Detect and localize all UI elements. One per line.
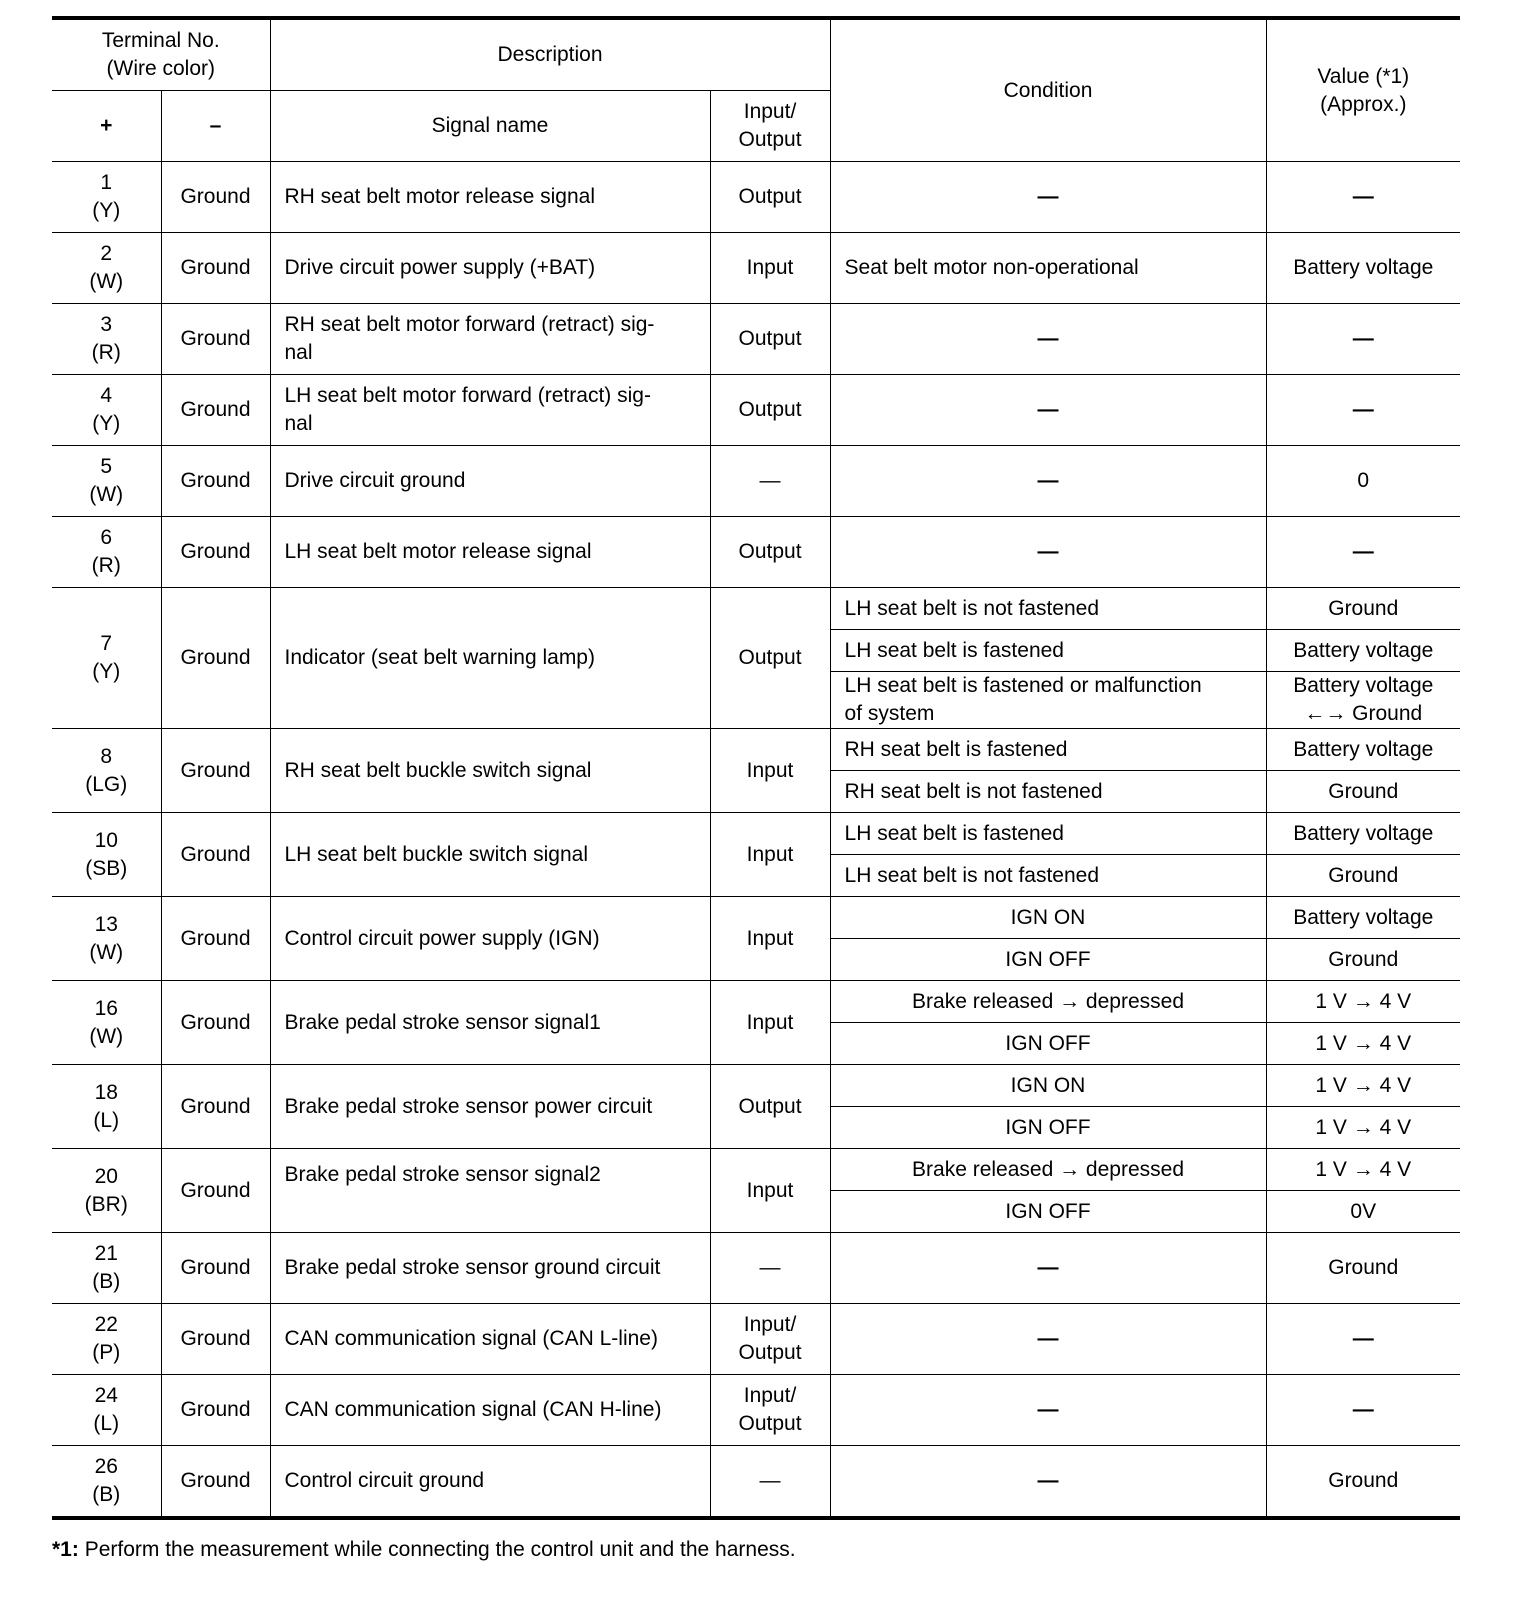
condition-cell: RH seat belt is not fastened [830, 771, 1266, 813]
terminal-number-cell: 5 (W) [52, 446, 161, 517]
value-cell: Battery voltage [1266, 233, 1460, 304]
condition-cell: — [830, 517, 1266, 588]
table-row [52, 1304, 1460, 1375]
terminal-minus-cell: Ground [161, 1149, 270, 1233]
value-cell: Battery voltage [1266, 729, 1460, 771]
terminal-number-cell: 1 (Y) [52, 162, 161, 233]
input-output-cell: Input [710, 1149, 830, 1233]
signal-name-cell: Brake pedal stroke sensor signal2 [270, 1149, 710, 1233]
terminal-minus-cell: Ground [161, 517, 270, 588]
terminal-minus-cell: Ground [161, 1446, 270, 1519]
terminal-number-cell: 4 (Y) [52, 375, 161, 446]
input-output-cell: Input [710, 813, 830, 897]
signal-name-cell: RH seat belt motor release signal [270, 162, 710, 233]
table-row [52, 1375, 1460, 1446]
condition-cell: — [830, 1233, 1266, 1304]
input-output-cell: Input [710, 981, 830, 1065]
value-cell: 1 V → 4 V [1266, 1023, 1460, 1065]
terminal-minus-cell: Ground [161, 375, 270, 446]
signal-name-cell: Indicator (seat belt warning lamp) [270, 588, 710, 729]
terminal-number-cell: 10 (SB) [52, 813, 161, 897]
table-row [52, 517, 1460, 588]
input-output-cell: Input [710, 233, 830, 304]
value-cell: Battery voltage [1266, 630, 1460, 672]
terminal-number-cell: 22 (P) [52, 1304, 161, 1375]
value-cell: 0 [1266, 446, 1460, 517]
condition-cell: — [830, 1375, 1266, 1446]
value-cell: Ground [1266, 771, 1460, 813]
value-cell: — [1266, 517, 1460, 588]
terminal-minus-cell: Ground [161, 1233, 270, 1304]
table-row [52, 1149, 1460, 1191]
input-output-cell: Output [710, 375, 830, 446]
terminal-number-cell: 7 (Y) [52, 588, 161, 729]
table-row [52, 1065, 1460, 1107]
input-output-cell: Input/ Output [710, 1375, 830, 1446]
terminal-number-cell: 24 (L) [52, 1375, 161, 1446]
header-plus: + [52, 91, 161, 162]
terminal-table-sheet [52, 16, 1460, 1520]
signal-name-cell: RH seat belt motor forward (retract) sig- nal [270, 304, 710, 375]
value-cell: — [1266, 162, 1460, 233]
terminal-number-cell: 21 (B) [52, 1233, 161, 1304]
condition-cell: IGN ON [830, 1065, 1266, 1107]
signal-name-cell: LH seat belt motor forward (retract) sig- nal [270, 375, 710, 446]
table-row [52, 1446, 1460, 1519]
condition-cell: LH seat belt is fastened [830, 813, 1266, 855]
value-cell: — [1266, 1304, 1460, 1375]
header-description: Description [270, 18, 830, 91]
terminal-minus-cell: Ground [161, 304, 270, 375]
value-cell: 1 V → 4 V [1266, 1107, 1460, 1149]
signal-name-cell: Drive circuit ground [270, 446, 710, 517]
header-input-output: Input/ Output [710, 91, 830, 162]
value-cell: 1 V → 4 V [1266, 981, 1460, 1023]
terminal-number-cell: 8 (LG) [52, 729, 161, 813]
terminal-minus-cell: Ground [161, 1065, 270, 1149]
terminal-spec-table [52, 16, 1460, 1520]
condition-cell: Brake released → depressed [830, 1149, 1266, 1191]
value-cell: Ground [1266, 1446, 1460, 1519]
terminal-minus-cell: Ground [161, 233, 270, 304]
input-output-cell: Output [710, 162, 830, 233]
header-minus: – [161, 91, 270, 162]
condition-cell: Seat belt motor non-operational [830, 233, 1266, 304]
condition-cell: RH seat belt is fastened [830, 729, 1266, 771]
table-row [52, 588, 1460, 630]
signal-name-cell: Control circuit ground [270, 1446, 710, 1519]
signal-name-cell: CAN communication signal (CAN L-line) [270, 1304, 710, 1375]
table-row [52, 162, 1460, 233]
header-value: Value (*1) (Approx.) [1266, 18, 1460, 162]
header-condition: Condition [830, 18, 1266, 162]
signal-name-cell: Brake pedal stroke sensor power circuit [270, 1065, 710, 1149]
condition-cell: LH seat belt is fastened [830, 630, 1266, 672]
signal-name-cell: Control circuit power supply (IGN) [270, 897, 710, 981]
condition-cell: — [830, 1446, 1266, 1519]
value-cell: Battery voltage [1266, 813, 1460, 855]
value-cell: Battery voltage [1266, 897, 1460, 939]
value-cell: — [1266, 304, 1460, 375]
terminal-minus-cell: Ground [161, 1304, 270, 1375]
table-row [52, 897, 1460, 939]
input-output-cell: Input [710, 729, 830, 813]
value-cell: — [1266, 375, 1460, 446]
terminal-minus-cell: Ground [161, 446, 270, 517]
value-cell: Battery voltage ←→ Ground [1266, 672, 1460, 729]
condition-cell: — [830, 1304, 1266, 1375]
value-cell: Ground [1266, 1233, 1460, 1304]
condition-cell: — [830, 375, 1266, 446]
input-output-cell: Output [710, 517, 830, 588]
terminal-minus-cell: Ground [161, 813, 270, 897]
terminal-minus-cell: Ground [161, 162, 270, 233]
value-cell: 1 V → 4 V [1266, 1065, 1460, 1107]
input-output-cell: — [710, 1233, 830, 1304]
terminal-number-cell: 26 (B) [52, 1446, 161, 1519]
signal-name-cell: Brake pedal stroke sensor signal1 [270, 981, 710, 1065]
footnote-text: Perform the measurement while connecting the control unit and the harness. [78, 1538, 796, 1561]
value-cell: 1 V → 4 V [1266, 1149, 1460, 1191]
input-output-cell: — [710, 1446, 830, 1519]
value-cell: — [1266, 1375, 1460, 1446]
input-output-cell: Output [710, 588, 830, 729]
terminal-minus-cell: Ground [161, 981, 270, 1065]
condition-cell: — [830, 446, 1266, 517]
signal-name-cell: CAN communication signal (CAN H-line) [270, 1375, 710, 1446]
table-row [52, 446, 1460, 517]
header-row-1 [52, 18, 1460, 91]
signal-name-cell: Drive circuit power supply (+BAT) [270, 233, 710, 304]
input-output-cell: Input/ Output [710, 1304, 830, 1375]
terminal-minus-cell: Ground [161, 1375, 270, 1446]
condition-cell: — [830, 304, 1266, 375]
condition-cell: IGN OFF [830, 1107, 1266, 1149]
signal-name-cell: LH seat belt motor release signal [270, 517, 710, 588]
input-output-cell: Output [710, 304, 830, 375]
condition-cell: LH seat belt is fastened or malfunction of system [830, 672, 1266, 729]
terminal-minus-cell: Ground [161, 588, 270, 729]
header-signal-name: Signal name [270, 91, 710, 162]
table-row [52, 304, 1460, 375]
signal-name-cell: Brake pedal stroke sensor ground circuit [270, 1233, 710, 1304]
table-row [52, 729, 1460, 771]
value-cell: 0V [1266, 1191, 1460, 1233]
terminal-number-cell: 6 (R) [52, 517, 161, 588]
input-output-cell: Output [710, 1065, 830, 1149]
condition-cell: IGN OFF [830, 1023, 1266, 1065]
table-row [52, 981, 1460, 1023]
terminal-number-cell: 13 (W) [52, 897, 161, 981]
terminal-number-cell: 20 (BR) [52, 1149, 161, 1233]
condition-cell: LH seat belt is not fastened [830, 855, 1266, 897]
table-row [52, 813, 1460, 855]
value-cell: Ground [1266, 939, 1460, 981]
terminal-number-cell: 3 (R) [52, 304, 161, 375]
terminal-minus-cell: Ground [161, 729, 270, 813]
value-cell: Ground [1266, 855, 1460, 897]
terminal-number-cell: 16 (W) [52, 981, 161, 1065]
signal-name-cell: RH seat belt buckle switch signal [270, 729, 710, 813]
table-row [52, 375, 1460, 446]
table-row [52, 233, 1460, 304]
condition-cell: LH seat belt is not fastened [830, 588, 1266, 630]
condition-cell: IGN OFF [830, 1191, 1266, 1233]
terminal-number-cell: 2 (W) [52, 233, 161, 304]
condition-cell: — [830, 162, 1266, 233]
footnote [52, 1536, 796, 1564]
signal-name-cell: LH seat belt buckle switch signal [270, 813, 710, 897]
value-cell: Ground [1266, 588, 1460, 630]
footnote-marker: *1: [52, 1538, 79, 1561]
condition-cell: IGN ON [830, 897, 1266, 939]
terminal-minus-cell: Ground [161, 897, 270, 981]
condition-cell: IGN OFF [830, 939, 1266, 981]
terminal-number-cell: 18 (L) [52, 1065, 161, 1149]
table-row [52, 1233, 1460, 1304]
condition-cell: Brake released → depressed [830, 981, 1266, 1023]
input-output-cell: — [710, 446, 830, 517]
input-output-cell: Input [710, 897, 830, 981]
header-terminal: Terminal No. (Wire color) [52, 18, 270, 91]
